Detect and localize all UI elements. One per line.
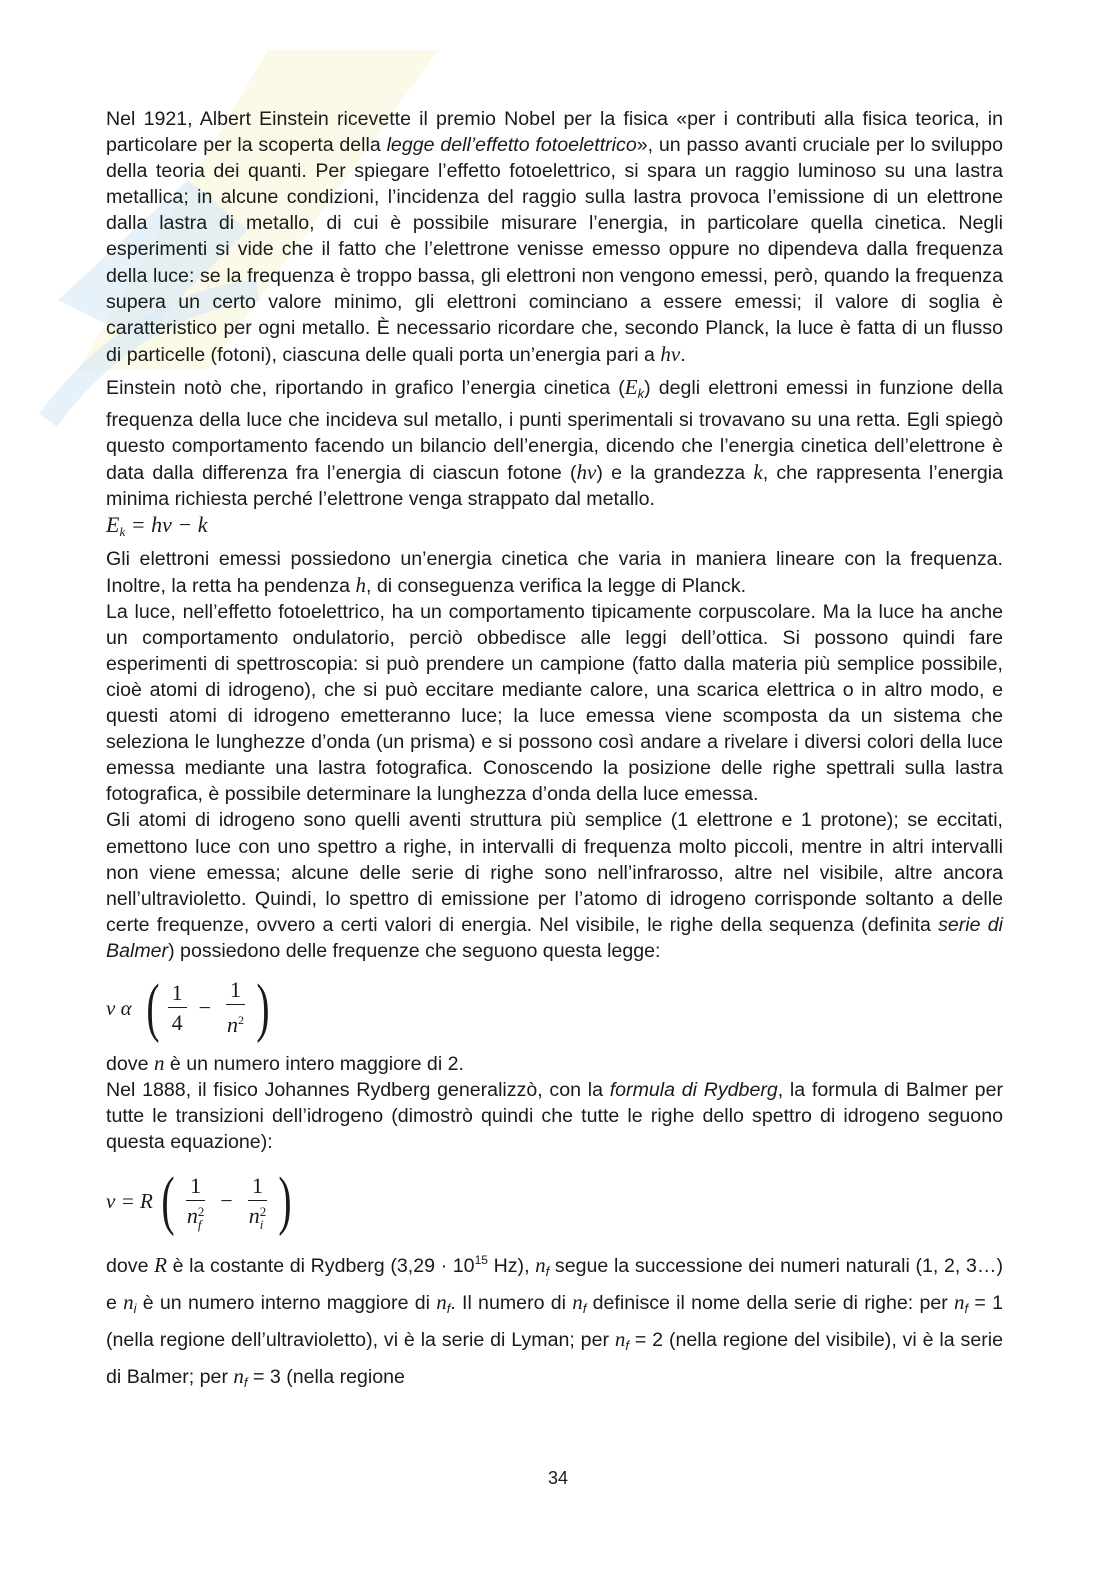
paragraph-linear-frequency: Gli elettroni emessi possiedono un’energia cinetica che varia in maniera lineare con la frequenza. Inoltre, la retta ha pendenza h, di conseguenza verifica la legge di Planck. [106, 547, 1003, 597]
math-R: R [154, 1253, 167, 1278]
right-paren: ) [256, 971, 270, 1044]
paragraph-energy-balance: Einstein notò che, riportando in grafico l’energia cinetica $(E_k)$ degli elettroni emessi in funzione della frequenza della luce che incideva sul metallo, i punti sperimentali si trovavano su una retta. Egli spiegò questo comportamento facendo un bilancio dell’energia, dicendo che l’energia cinetica dell’elettrone è data dalla differenza fra l’energia di ciascun fotone (hν) e la grandezza k, che rappresenta l’energia minima richiesta perché l’elettrone venga strappato dal metallo. [106, 374, 1003, 511]
left-paren: ( [161, 1164, 175, 1238]
fraction: 1 n 2 i [248, 1172, 267, 1232]
math-n: n [153, 1051, 165, 1075]
minus-sign: − [198, 994, 211, 1020]
math-h: h [355, 572, 366, 597]
fraction: $\frac{1}{n^2}$ [227, 977, 244, 1037]
paragraph-einstein-nobel: Nel 1921, Albert Einstein ricevette il premio Nobel per la fisica «per i contributi alla fisica teorica, in particolare per la scoperta della legge dell’effetto fotoelettrico», un passo avanti cruciale per lo sviluppo della teoria dei quanti. Per spiegare l’effetto fotoelettrico, si spara un raggio luminoso su una lastra metallica; in alcune condizioni, l’incidenza del raggio sulla lastra provoca l’emissione di un elettrone dalla lastra di metallo, di cui è possibile misurare l’energia, in particolare quella cinetica. Negli esperimenti si vide che il fatto che l’elettrone venisse emesso oppure no dipendeva dalla frequenza della luce: se la frequenza è troppo bassa, gli elettroni non vengono emessi, però, quando la frequenza supera un certo valore minimo, gli elettroni cominciano a essere emessi; il valore di soglia è caratteristico per ogni metallo. È necessario ricordare che, secondo Planck, la luce è fatta di un flusso di particelle (fotoni), ciascuna delle quali porta un’energia pari a hν. [106, 108, 1003, 366]
equation-kinetic-energy: $E_k = h\nu - k$ [106, 512, 208, 540]
italic-phrase: formula di Rydberg [609, 1079, 778, 1102]
left-paren: ( [145, 971, 160, 1044]
math-h-nu: hν [576, 460, 597, 485]
equation-lhs: ν = R [106, 1189, 153, 1214]
page-number: 34 [547, 1468, 569, 1488]
paragraph-rydberg: Nel 1888, il fisico Johannes Rydberg generalizzò, con la formula di Rydberg, la formula di Balmer per tutte le transizioni dell’idrogeno (dimostrò quindi che tutte le righe dello spettro di idrogeno seguono questa equazione): [106, 1079, 1003, 1154]
math-E: E [624, 374, 638, 399]
equation-balmer [106, 968, 1003, 1048]
equation-rydberg [106, 1159, 1003, 1243]
minus-sign: − [220, 1188, 233, 1214]
fraction: 1 n 2 f [186, 1172, 205, 1232]
math-sub-k: k [637, 385, 645, 401]
italic-phrase: legge dell’effetto fotoelettrico [386, 134, 637, 157]
paragraph-hydrogen-spectrum: Gli atomi di idrogeno sono quelli aventi struttura più semplice (1 elettrone e 1 protone); se eccitati, emettono luce con uno spettro a righe, in intervalli di frequenza molto piccoli, mentre in altri intervalli non viene emessa; alcune delle serie di righe sono nell’infrarosso, altre nel visibile, altre ancora nell’ultravioletto. Quindi, lo spettro di emissione per l’atomo di idrogeno corrisponde soltanto a delle certe frequenze, ovvero a certi valori di energia. Nel visibile, le righe della sequenza (definita serie di Balmer) possiedono delle frequenze che seguono questa legge: [106, 809, 1003, 962]
right-paren: ) [278, 1164, 292, 1238]
paragraph-spectroscopy: La luce, nell’effetto fotoelettrico, ha un comportamento tipicamente corpuscolare. Ma la luce ha anche un comportamento ondulatorio, perciò obbedisce alle leggi dell’ottica. Si possono quindi fare esperimenti di spettroscopia: si può prendere un campione (fatto dalla materia più semplice possibile, cioè atomi di idrogeno), che si può eccitare mediante calore, una scarica elettrica o in altro modo, e questi atomi di idrogeno emetteranno luce; la luce emessa viene scomposta da un sistema che seleziona le lunghezze d’onda (un prisma) e si possono così andare a rivelare i diversi colori della luce emessa mediante una lastra fotografica. Conoscendo la posizione delle righe spettrali sulla lastra fotografica, è possibile determinare la lunghezza d’onda della luce emessa. [106, 600, 1003, 806]
paragraph-n-definition: dove n è un numero intero maggiore di 2. [106, 1051, 464, 1075]
italic-phrase: serie di Balmer [106, 913, 1003, 962]
equation-lhs: ν α [106, 995, 132, 1020]
document-body [106, 106, 1003, 1398]
math-k: k [753, 460, 763, 485]
fraction: $\frac{1}{4}$ [168, 979, 187, 1038]
math-h-nu: hν [660, 341, 681, 366]
paragraph-rydberg-constant: dove R è la costante di Rydberg ($3,29 \cdot 10^{15}$ Hz), $n_f$ segue la successione dei numeri naturali (1, 2, 3…) e $n_i$ è un numero interno maggiore di $n_f$. Il numero di $n_f$ definisce il nome della serie di righe: per $n_f = 1$ (nella regione dell’ultravioletto), vi è la serie di Lyman; per $n_f = 2$ (nella regione del visibile), vi è la serie di Balmer; per $n_f = 3$ (nella regione [106, 1253, 1004, 1391]
